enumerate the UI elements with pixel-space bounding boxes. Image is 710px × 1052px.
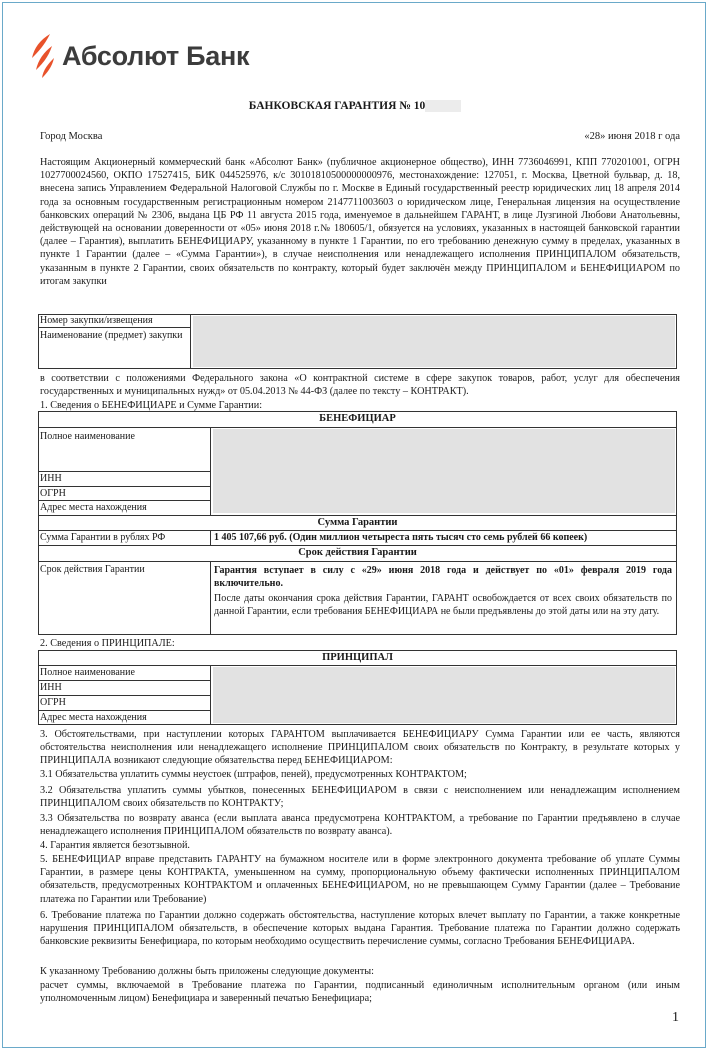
term-value-2: После даты окончания срока действия Гарантии, ГАРАНТ освобождается от всех своих обязательств по данной Гарантии, если требования БЕНЕФИЦИАРА не были предъявлены до этой даты или на эту дату. xyxy=(214,593,672,617)
divider xyxy=(210,665,211,725)
section-2-heading: 2. Сведения о ПРИНЦИПАЛЕ: xyxy=(40,638,175,649)
purchase-name-label: Наименование (предмет) закупки xyxy=(40,330,183,341)
divider xyxy=(38,327,190,328)
divider xyxy=(210,427,211,515)
principal-inn-label: ИНН xyxy=(40,682,62,693)
absolut-logo-icon xyxy=(30,32,58,80)
redaction xyxy=(213,429,675,513)
beneficiary-ogrn-label: ОГРН xyxy=(40,488,66,499)
divider xyxy=(38,665,677,666)
sum-label: Сумма Гарантии в рублях РФ xyxy=(40,532,166,543)
clause-5: 5. БЕНЕФИЦИАР вправе представить ГАРАНТУ на бумажном носителе или в форме электронного документа требование об уплате Суммы Гарантии, в размере цены КОНТРАКТА, уменьшенном на сумму, пропорциональную объему фактически исполненных ПРИНЦИПАЛОМ обязательств, предусмотренных КОНТРАКТОМ и оплаченных БЕНЕФИЦИАРОМ, но не превышающем Сумму Гарантии (далее – Требование платежа по Гарантии или Требование) xyxy=(40,854,680,905)
beneficiary-full-name-label: Полное наименование xyxy=(40,431,135,442)
date: «28» июня 2018 г ода xyxy=(584,131,680,142)
beneficiary-address-label: Адрес места нахождения xyxy=(40,502,147,513)
purchase-number-label: Номер закупки/извещения xyxy=(40,315,153,326)
divider xyxy=(38,710,210,711)
beneficiary-header: БЕНЕФИЦИАР xyxy=(319,413,396,424)
divider xyxy=(38,695,210,696)
term-header: Срок действия Гарантии xyxy=(298,547,417,558)
principal-full-name-label: Полное наименование xyxy=(40,667,135,678)
redaction xyxy=(425,100,461,112)
divider xyxy=(190,314,191,369)
page-number: 1 xyxy=(672,1010,679,1025)
divider xyxy=(38,427,677,428)
divider xyxy=(38,680,210,681)
redaction xyxy=(193,316,675,367)
divider xyxy=(210,561,211,635)
clause-6: 6. Требование платежа по Гарантии должно содержать обстоятельства, наступление которых влечет выплату по Гарантии, а также конкретные нарушения ПРИНЦИПАЛОМ обязательств, в обеспечение которых выдана Гарантия. Требование платежа по Гарантии должно содержать банковские реквизиты Бенефициара, по которым необходимо осуществить перечисление суммы, согласно Требования БЕНЕФИЦИАРА. xyxy=(40,910,680,948)
documents-heading: К указанному Требованию должны быть приложены следующие документы: xyxy=(40,966,374,977)
divider xyxy=(38,530,677,531)
divider xyxy=(38,515,677,516)
city: Город Москва xyxy=(40,131,103,142)
clause-3-1: 3.1 Обязательства уплатить суммы неустоек (штрафов, пеней), предусмотренных КОНТРАКТОМ; xyxy=(40,769,467,780)
title-text: БАНКОВСКАЯ ГАРАНТИЯ № 10 xyxy=(248,100,426,112)
intro-paragraph: Настоящим Акционерный коммерческий банк «Абсолют Банк» (публичное акционерное общество), ИНН 7736046991, КПП 770201001, ОГРН 1027700024560, ОКПО 17527415, БИК 044525976, к/с 30101810500000000976, местонахождение: 127051, г. Москва, Цветной бульвар, д. 18, внесена запись Управлением Федеральной Налоговой Службы по г. Москве в Единый государственный реестр юридических лиц 18 апреля 2014 года за основным государственным регистрационным номером 2147711003603 о юридическом лице, Генеральная лицензия на осуществление банковских операций № 2306, выдана ЦБ РФ 11 августа 2015 года, именуемое в дальнейшем ГАРАНТ, в лице Лузгиной Любови Анатольевны, действующей на основании доверенности от «05» июня 2018 г.№ 180605/1, обязуется на условиях, указанных в настоящей банковской гарантии (далее – Гарантия), выплатить БЕНЕФИЦИАРУ, указанному в пункте 1 Гарантии, по его требованию денежную сумму в пределах, указанных в пункте 1 Гарантии (далее – «Сумма Гарантии»), в случае неисполнения или ненадлежащего исполнения ПРИНЦИПАЛОМ обязательств, указанным в пункте 2 Гарантии, своих обязательств по контракту, который будет заключён между ПРИНЦИПАЛОМ и БЕНЕФИЦИАРОМ по итогам закупки xyxy=(40,157,680,287)
divider xyxy=(38,545,677,546)
term-label: Срок действия Гарантии xyxy=(40,564,145,575)
clause-3: 3. Обстоятельствами, при наступлении которых ГАРАНТОМ выплачивается БЕНЕФИЦИАРУ Сумма Гарантии или ее часть, являются обстоятельства неисполнения или ненадлежащего исполнение ПРИНЦИПАЛОМ своих обязательств по Контракту, в результате которых у ПРИНЦИПАЛА возникают следующие обязательства перед БЕНЕФИЦИАРОМ: xyxy=(40,729,680,767)
term-value-1: Гарантия вступает в силу с «29» июня 2018 года и действует по «01» февраля 2019 года включительно. xyxy=(214,565,672,589)
principal-header: ПРИНЦИПАЛ xyxy=(322,652,393,663)
law-paragraph: в соответствии с положениями Федерального закона «О контрактной системе в сфере закупок товаров, работ, услуг для обеспечения государственных и муниципальных нужд» от 05.04.2013 № 44-ФЗ (далее по тексту – КОНТРАКТ). xyxy=(40,373,680,398)
divider xyxy=(38,471,210,472)
section-1-heading: 1. Сведения о БЕНЕФИЦИАРЕ и Сумме Гарантии: xyxy=(40,400,263,411)
bank-name: Абсолют Банк xyxy=(62,40,250,71)
redaction xyxy=(213,667,675,723)
city-date-row xyxy=(40,131,680,142)
documents-item: расчет суммы, включаемой в Требование платежа по Гарантии, подписанный единоличным исполнительным органом (или иным уполномоченным лицом) Бенефициара и заверенный печатью Бенефициара; xyxy=(40,980,680,1005)
beneficiary-inn-label: ИНН xyxy=(40,473,62,484)
clause-3-2: 3.2 Обязательства уплатить суммы убытков, понесенных БЕНЕФИЦИАРОМ в связи с неисполнением или ненадлежащим исполнением ПРИНЦИПАЛОМ своих обязательств по КОНТРАКТУ; xyxy=(40,785,680,810)
principal-address-label: Адрес места нахождения xyxy=(40,712,147,723)
sum-header: Сумма Гарантии xyxy=(317,517,398,528)
divider xyxy=(38,486,210,487)
clause-4: 4. Гарантия является безотзывной. xyxy=(40,840,190,851)
clause-3-3: 3.3 Обязательства по возврату аванса (если выплата аванса предусмотрена КОНТРАКТОМ, а требование по Гарантии предъявлено в случае ненадлежащего исполнения ПРИНЦИПАЛОМ обязательств по возврату аванса). xyxy=(40,813,680,838)
divider xyxy=(210,530,211,545)
divider xyxy=(38,500,210,501)
divider xyxy=(38,561,677,562)
principal-ogrn-label: ОГРН xyxy=(40,697,66,708)
document-title xyxy=(0,100,710,112)
bank-logo xyxy=(30,32,249,80)
sum-value: 1 405 107,66 руб. (Один миллион четыреста пять тысяч сто семь рублей 66 копеек) xyxy=(214,532,588,543)
